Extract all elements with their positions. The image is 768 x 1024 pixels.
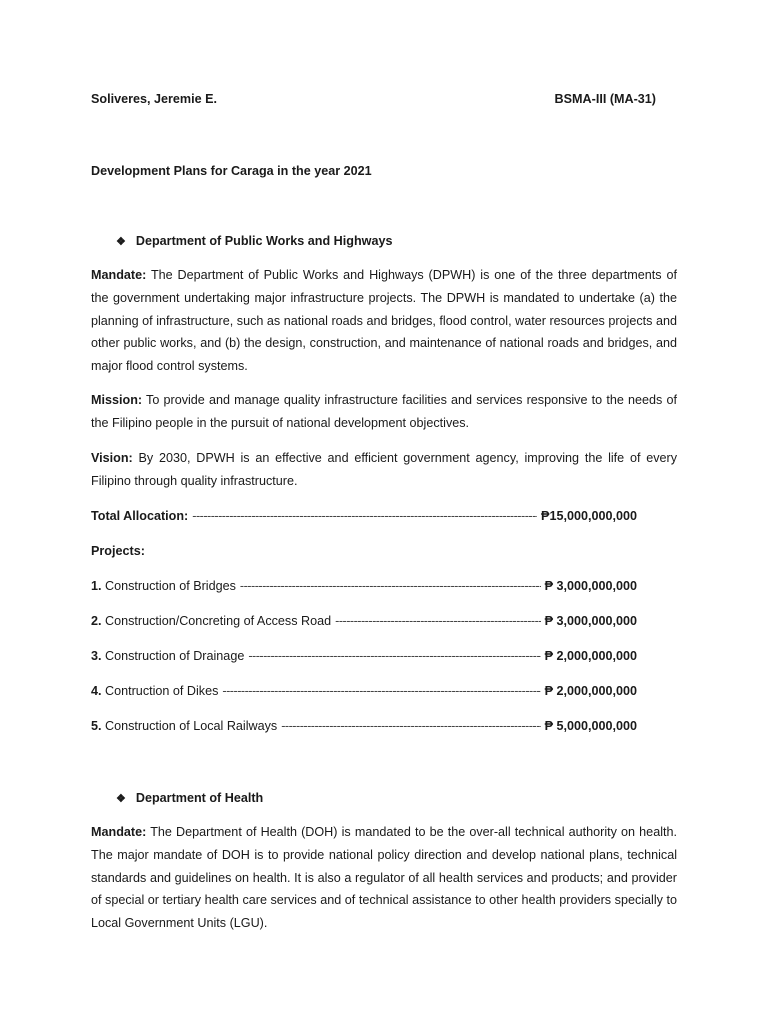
total-amount: ₱15,000,000,000 xyxy=(541,509,637,523)
dash-leader xyxy=(240,579,541,593)
project-amount: ₱ 3,000,000,000 xyxy=(544,579,637,593)
project-name: Construction of Drainage xyxy=(105,649,245,663)
course-section: BSMA-III (MA-31) xyxy=(554,92,656,106)
doh-mandate xyxy=(91,821,677,935)
project-row xyxy=(91,649,637,663)
project-row xyxy=(91,614,637,628)
project-num: 3. xyxy=(91,649,102,663)
dpwh-mission xyxy=(91,389,677,435)
vision-text: By 2030, DPWH is an effective and efficient government agency, improving the life of every Filipino through quality infrastructure. xyxy=(91,451,678,488)
dpwh-mandate xyxy=(91,264,677,378)
dash-leader xyxy=(222,684,540,698)
dpwh-heading-text: Department of Public Works and Highways xyxy=(135,234,393,248)
total-label: Total Allocation: xyxy=(91,509,189,523)
project-name: Construction of Bridges xyxy=(105,579,236,593)
project-num: 2. xyxy=(91,614,102,628)
mandate-text: The Department of Health (DOH) is mandated to be the over-all technical authority on health. The major mandate of DOH is to provide national policy direction and develop national plans, technical standards and guidelines on health. It is also a regulator of all health services and products; and provider of special or tertiary health care services and of technical assistance to other health providers specially to Local Government Units (LGU). xyxy=(91,825,677,931)
project-name: Construction of Local Railways xyxy=(105,719,278,733)
project-amount: ₱ 2,000,000,000 xyxy=(544,684,637,698)
doh-heading xyxy=(116,791,263,805)
dash-leader xyxy=(281,719,540,733)
vision-label: Vision: xyxy=(91,451,133,465)
project-row xyxy=(91,684,637,698)
dash-leader xyxy=(248,649,540,663)
document-title: Development Plans for Caraga in the year 2021 xyxy=(91,164,372,178)
project-amount: ₱ 3,000,000,000 xyxy=(544,614,637,628)
project-num: 4. xyxy=(91,684,102,698)
dash-leader xyxy=(335,614,540,628)
diamond-bullet-icon: ❖ xyxy=(116,792,126,805)
dpwh-heading xyxy=(116,234,392,248)
projects-label: Projects: xyxy=(91,544,145,558)
author-name: Soliveres, Jeremie E. xyxy=(91,92,218,106)
diamond-bullet-icon: ❖ xyxy=(116,235,126,248)
project-amount: ₱ 2,000,000,000 xyxy=(544,649,637,663)
dpwh-vision xyxy=(91,447,677,493)
project-name: Construction/Concreting of Access Road xyxy=(105,614,332,628)
mission-text: To provide and manage quality infrastructure facilities and services responsive to the needs of the Filipino people in the pursuit of national development objectives. xyxy=(91,393,677,430)
mandate-text: The Department of Public Works and Highways (DPWH) is one of the three departments of the government undertaking major infrastructure projects. The DPWH is mandated to undertake (a) the planning of infrastructure, such as national roads and bridges, flood control, water resources projects and other public works, and (b) the design, construction, and maintenance of national roads and bridges, and major flood control systems. xyxy=(91,268,677,374)
project-row xyxy=(91,579,637,593)
project-num: 1. xyxy=(91,579,102,593)
project-amount: ₱ 5,000,000,000 xyxy=(544,719,637,733)
mission-label: Mission: xyxy=(91,393,143,407)
mandate-label: Mandate: xyxy=(91,268,147,282)
project-row xyxy=(91,719,637,733)
project-num: 5. xyxy=(91,719,102,733)
total-allocation-row xyxy=(91,509,637,523)
doh-heading-text: Department of Health xyxy=(135,791,264,805)
mandate-label: Mandate: xyxy=(91,825,147,839)
project-name: Contruction of Dikes xyxy=(105,684,219,698)
dash-leader xyxy=(192,509,537,523)
